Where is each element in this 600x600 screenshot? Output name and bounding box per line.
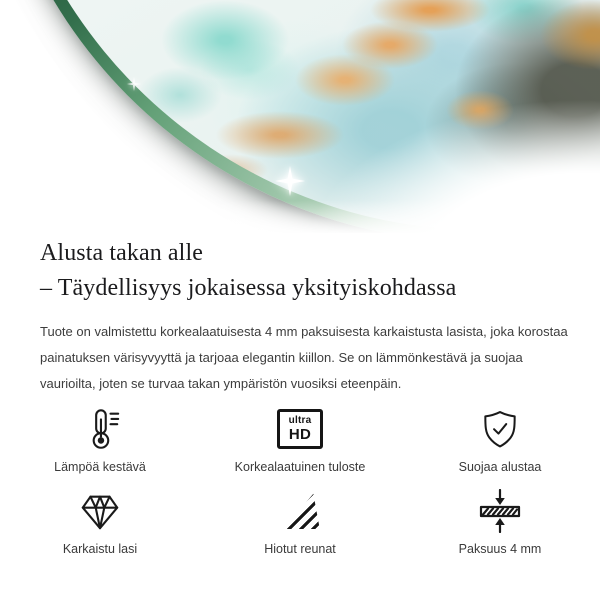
feature-label: Korkealaatuinen tuloste — [234, 460, 366, 474]
description-section — [0, 233, 600, 397]
feature-label: Hiotut reunat — [264, 542, 336, 556]
thickness-icon — [476, 489, 524, 533]
intro-paragraph: Tuote on valmistettu korkealaatuisesta 4 mm paksuisesta karkaistusta lasista, joka korostaa painatuksen värisyvyyttä ja tarjoaa elegantin kiillon. Se on lämmönkestävä ja suojaa vaurioilta, joten se turvaa takan ympäristön vuosiksi eteenpäin. — [40, 324, 568, 391]
feature-protects-surface — [400, 406, 600, 474]
feature-high-quality-print — [200, 406, 400, 474]
feature-label: Paksuus 4 mm — [458, 542, 542, 556]
diamond-icon — [77, 490, 123, 532]
product-photo — [0, 0, 600, 233]
ultra-hd-icon — [277, 409, 323, 449]
page-title-line-1: Alusta takan alle — [40, 240, 203, 266]
feature-label: Karkaistu lasi — [62, 542, 138, 556]
feature-grid — [0, 406, 600, 556]
page-title — [40, 236, 562, 306]
feature-thickness — [400, 488, 600, 556]
polished-edges-icon — [277, 490, 323, 532]
feature-label: Lämpöä kestävä — [54, 460, 146, 474]
feature-polished-edges — [200, 488, 400, 556]
thermometer-icon — [77, 407, 123, 451]
feature-tempered-glass — [0, 488, 200, 556]
page-title-line-2: – Täydellisyys jokaisessa yksityiskohdassa — [40, 275, 457, 301]
ultra-hd-icon-text-bottom: HD — [288, 426, 312, 443]
feature-label: Suojaa alustaa — [458, 460, 542, 474]
shield-check-icon — [478, 407, 522, 451]
ultra-hd-icon-text-top: ultra — [288, 415, 312, 426]
feature-heat-resistant — [0, 406, 200, 474]
